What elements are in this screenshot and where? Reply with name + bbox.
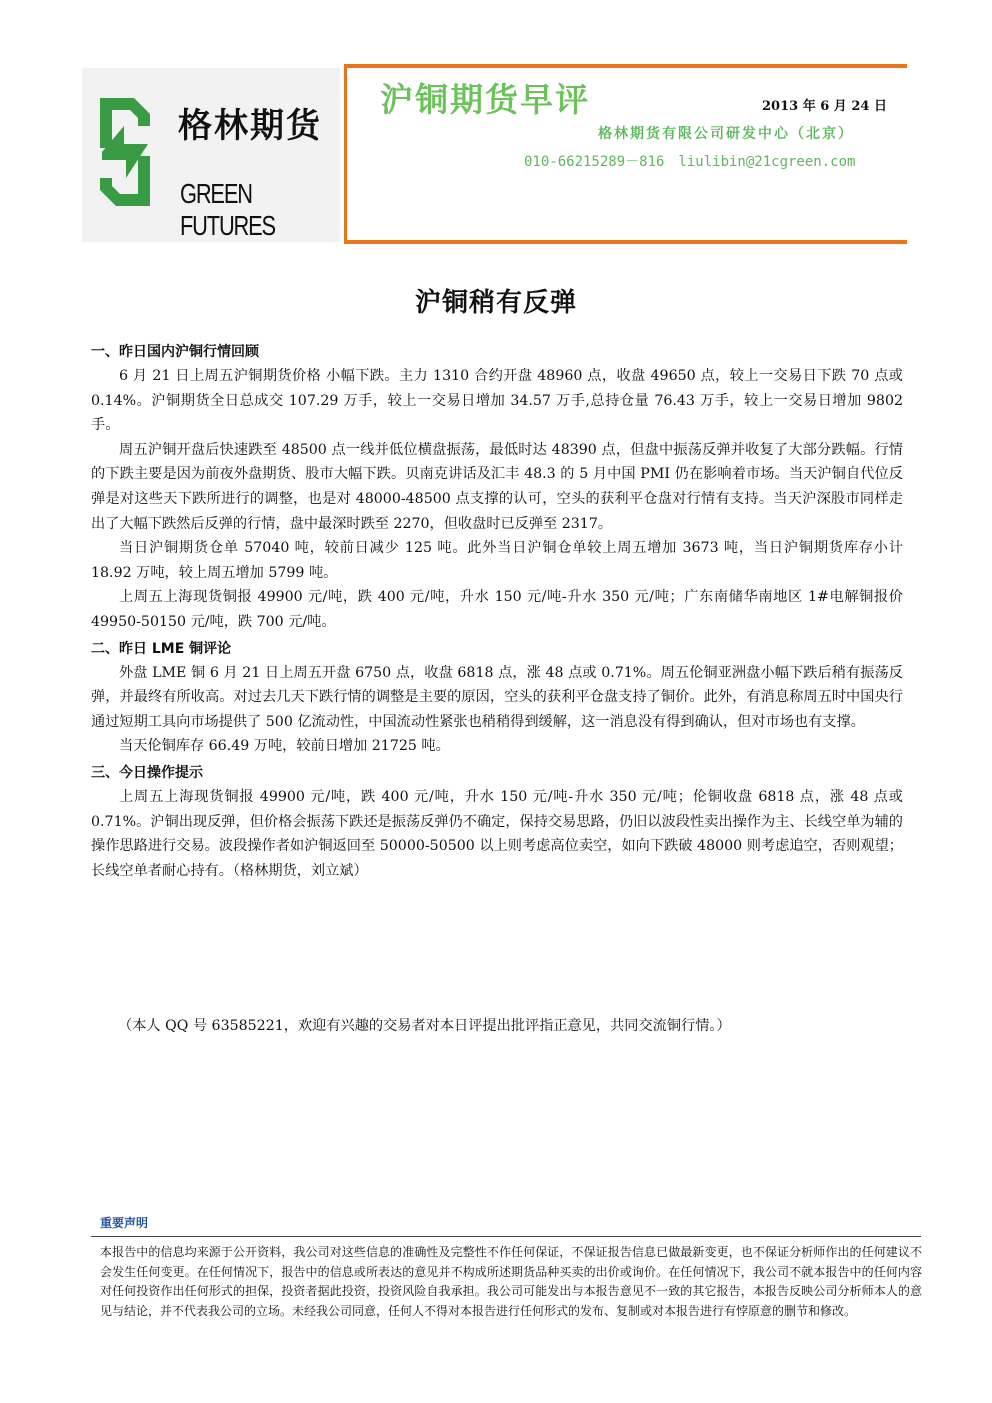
header-rule-bottom bbox=[345, 240, 907, 244]
paragraph: 当天伦铜库存 66.49 万吨，较前日增加 21725 吨。 bbox=[119, 738, 450, 755]
page-headline: 沪铜稍有反弹 bbox=[414, 288, 577, 318]
paragraph: 外盘 LME 铜 6 月 21 日上周五开盘 6750 点，收盘 6818 点，涨 48 点或 0.71%。周五伦铜亚洲盘小幅下跌后稍有振荡反弹，并最终有所收高。对过去几天下跌行情的调整是主要的原因，空头的获利平仓盘支持了铜价。此外，有消息称周五时中国央行通过短期工具向市场提供了 500 亿流动性，中国流动性紧张也稍稍得到缓解，这一消息没有得到确认，但对市场也有支撑。 bbox=[91, 664, 903, 730]
paragraph: 上周五上海现货铜报 49900 元/吨，跌 400 元/吨，升水 150 元/吨-升水 350 元/吨；伦铜收盘 6818 点，涨 48 点或 0.71%。沪铜出现反弹，但价格会振荡下跌还是振荡反弹仍不确定，保持交易思路，仍旧以波段性卖出操作为主、长线空单为辅的操作思路进行交易。波段操作者如沪铜返回至 50000-50500 以上则考虑高位卖空，如向下跌破 48000 则考虑追空，否则观望；长线空单者耐心持有。（格林期货，刘立斌） bbox=[91, 788, 903, 879]
paragraph: 周五沪铜开盘后快速跌至 48500 点一线并低位横盘振荡，最低时达 48390 点，但盘中振荡反弹并收复了大部分跌幅。行情的下跌主要是因为前夜外盘期货、股市大幅下跌。贝南克讲话及汇丰 48.3 的 5 月中国 PMI 仍在影响着市场。当天沪铜自代位反弹是对这些天下跌所进行的调整，也是对 48000-48500 点支撑的认可，空头的获利平仓盘对行情有支持。当天沪深股市同样走出了大幅下跌然后反弹的行情，盘中最深时跌至 2270，但收盘时已反弹至 2317。 bbox=[91, 441, 903, 532]
green-futures-logo-icon bbox=[94, 90, 156, 214]
disclaimer-rule bbox=[91, 1236, 921, 1237]
paragraph: 上周五上海现货铜报 49900 元/吨，跌 400 元/吨，升水 150 元/吨-升水 350 元/吨；广东南储华南地区 1#电解铜报价 49950-50150 元/吨，跌 700 元/吨。 bbox=[91, 589, 903, 630]
paragraph: 6 月 21 日上周五沪铜期货价格 小幅下跌。主力 1310 合约开盘 48960 点，收盘 49650 点，较上一交易日下跌 70 点或 0.14%。沪铜期货全日总成交 107.29 万手，较上一交易日增加 34.57 万手,总持仓量 76.43 万手，较上一交易日增加 9802 手。 bbox=[91, 368, 903, 434]
logo-chinese-name: 格林期货 bbox=[178, 106, 322, 146]
logo-english-name: GREEN FUTURES bbox=[180, 178, 275, 241]
report-title: 沪铜期货早评 bbox=[380, 80, 590, 119]
header-rule-top bbox=[345, 64, 907, 68]
company-logo bbox=[82, 68, 340, 242]
contact-info: 010-66215289－816 liulibin@21cgreen.com bbox=[524, 154, 856, 170]
paragraph: 当日沪铜期货仓单 57040 吨，较前日减少 125 吨。此外当日沪铜仓单较上周五增加 3673 吨，当日沪铜期货库存小计 18.92 万吨，较上周五增加 5799 吨。 bbox=[91, 540, 903, 581]
research-center: 格林期货有限公司研发中心（北京） bbox=[598, 126, 854, 142]
author-note: （本人 QQ 号 63585221，欢迎有兴趣的交易者对本日评提出批评指正意见，共同交流铜行情。） bbox=[118, 1018, 731, 1034]
section-heading: 三、今日操作提示 bbox=[91, 764, 203, 781]
section-heading: 二、昨日 LME 铜评论 bbox=[91, 640, 232, 657]
header-rule-left bbox=[344, 64, 347, 244]
disclaimer-heading: 重要声明 bbox=[100, 1216, 149, 1230]
report-body bbox=[91, 338, 903, 883]
section-heading: 一、昨日国内沪铜行情回顾 bbox=[91, 344, 259, 360]
report-date: 2013 年 6 月 24 日 bbox=[762, 99, 887, 114]
disclaimer-text: 本报告中的信息均来源于公开资料，我公司对这些信息的准确性及完整性不作任何保证，不保证报告信息已做最新变更，也不保证分析师作出的任何建议不会发生任何变更。在任何情况下，报告中的信息或所表达的意见并不构成所述期货品种买卖的出价或询价。在任何情况下，我公司不就本报告中的任何内容对任何投资作出任何形式的担保，投资者据此投资，投资风险自我承担。我公司可能发出与本报告意见不一致的其它报告，本报告反映公司分析师本人的意见与结论，并不代表我公司的立场。未经我公司同意，任何人不得对本报告进行任何形式的发布、复制或对本报告进行有悖原意的删节和修改。 bbox=[100, 1245, 922, 1318]
